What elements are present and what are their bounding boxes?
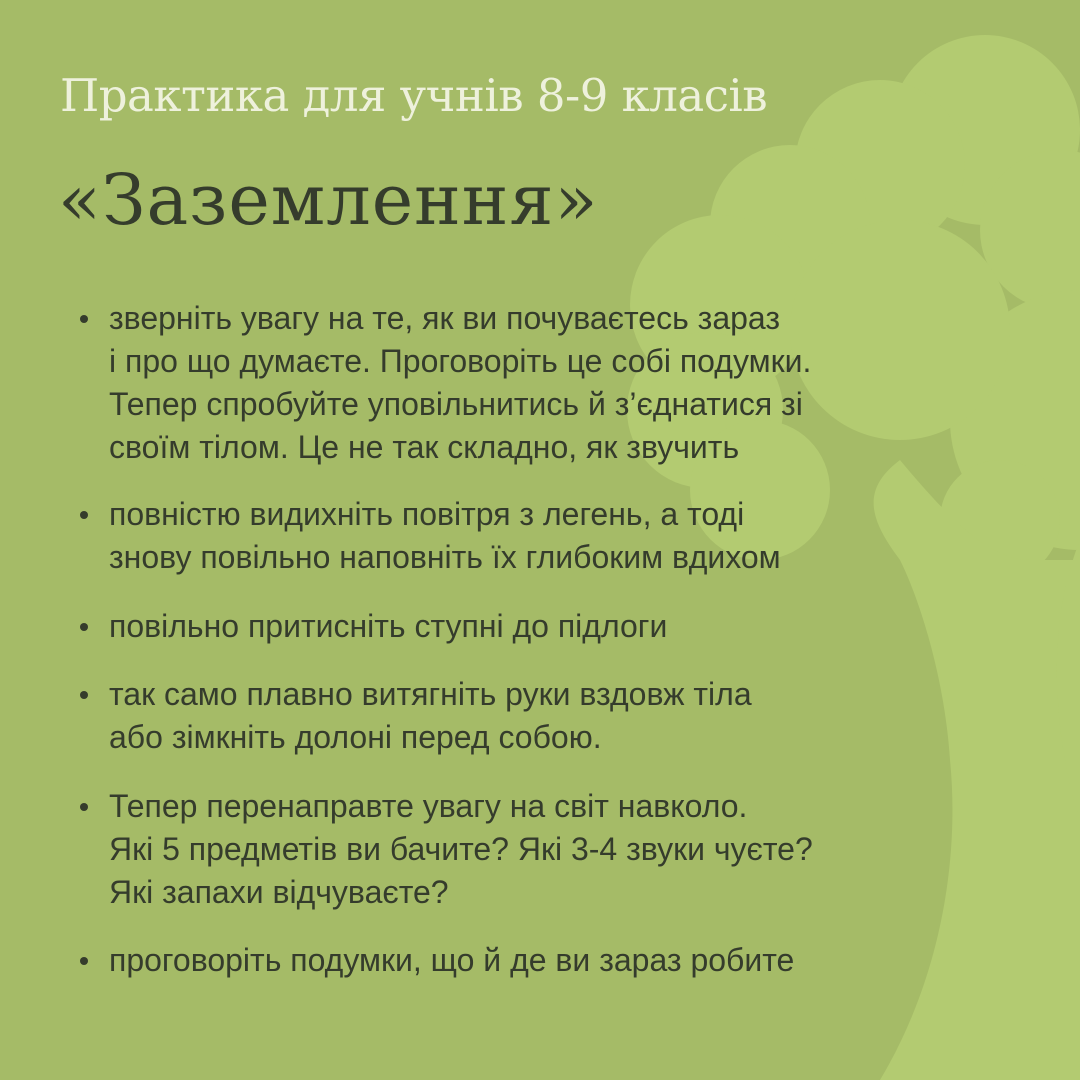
bullet-icon xyxy=(80,315,88,323)
list-item xyxy=(80,605,1060,648)
step-text: проговоріть подумки, що й де ви зараз робите xyxy=(109,942,795,978)
list-item xyxy=(80,673,1060,759)
page-title: «Заземлення» xyxy=(58,159,599,241)
bullet-icon xyxy=(80,623,88,631)
step-text: так само плавно витягніть руки вздовж тіла або зімкніть долоні перед собою. xyxy=(109,676,752,755)
step-text: повільно притисніть ступні до підлоги xyxy=(109,608,668,644)
bullet-icon xyxy=(80,803,88,811)
step-text: зверніть увагу на те, як ви почуваєтесь зараз і про що думаєте. Проговоріть це собі подумки. Тепер спробуйте уповільнитись й з’єднатися зі своїм тілом. Це не так складно, як звучить xyxy=(109,300,812,465)
practice-steps-list xyxy=(80,297,1060,1006)
bullet-icon xyxy=(80,691,88,699)
list-item xyxy=(80,785,1060,914)
step-text: повністю видихніть повітря з легень, а тоді знову повільно наповніть їх глибоким вдихом xyxy=(109,496,781,575)
list-item xyxy=(80,297,1060,469)
step-text: Тепер перенаправте увагу на світ навколо. Які 5 предметів ви бачите? Які 3-4 звуки чуєте? Які запахи відчуваєте? xyxy=(109,788,813,910)
list-item xyxy=(80,493,1060,579)
subtitle: Практика для учнів 8-9 класів xyxy=(60,69,768,122)
bullet-icon xyxy=(80,957,88,965)
bullet-icon xyxy=(80,511,88,519)
list-item xyxy=(80,939,1060,982)
